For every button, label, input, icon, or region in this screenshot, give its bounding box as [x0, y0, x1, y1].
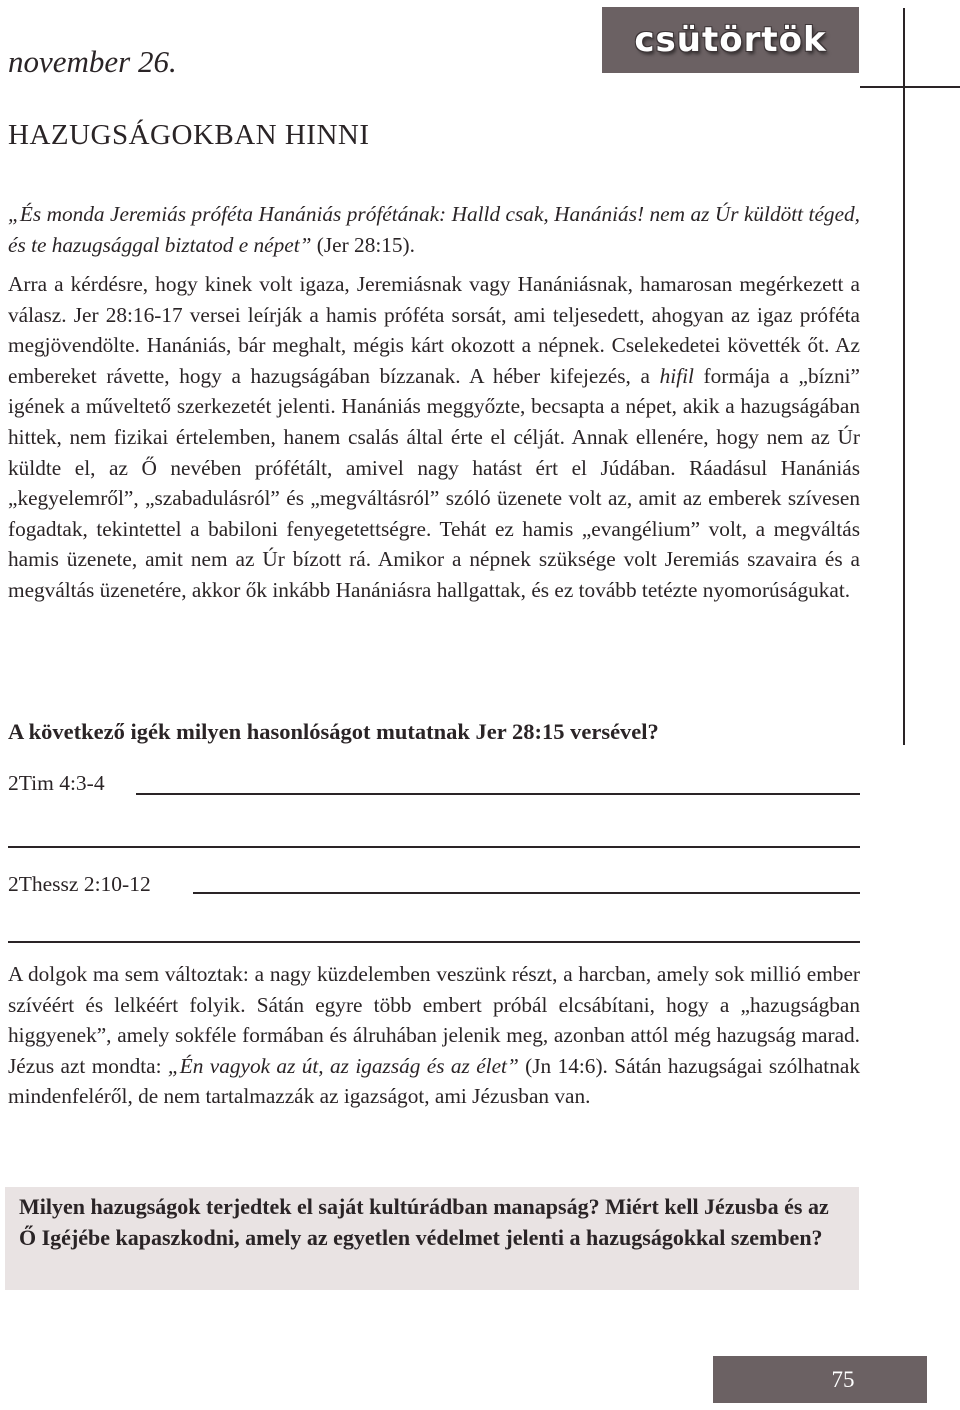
answer-line[interactable]	[136, 793, 860, 795]
date-heading: november 26.	[8, 44, 177, 79]
main-paragraph-part2: formája a „bízni” igének a műveltető szerkezetét jelenti. Hanániás meggyőzte, becsapta a népet, akik a hazugságában hittek, nem fizikai értelemben, hanem csalás által érte el célját. Annak ellenére, hogy nem az Úr küldte el, az Ő nevében prófétált, amivel nagy hatást ért el Júdában. Ráadásul Hanániás „kegyelemről”, „szabadulásról” és „megváltásról” szóló üzenete volt az, amit az emberek szívesen fogadtak, tekintettel a babiloni fenyegetettségre. Tehát ez hamis „evangélium” volt, a megváltás hamis üzenete, amit nem az Úr bízott rá. Amikor a népnek szüksége volt Jeremiás szavaira és a megváltás üzenetére, akkor ők inkább Hanániásra hallgattak, és ez tovább tetézte nyomorúságukat.	[8, 363, 861, 602]
reflection-question: Milyen hazugságok terjedtek el saját kultúrádban manapság? Miért kell Jézusba és az Ő Igéjébe kapaszkodni, amely az egyetlen védelmet jelenti a hazugságokkal szemben?	[19, 1194, 829, 1250]
answer-line[interactable]	[8, 941, 860, 943]
answer-line[interactable]	[193, 892, 860, 894]
answer-line[interactable]	[8, 846, 860, 848]
study-question: A következő igék milyen hasonlóságot mutatnak Jer 28:15 versével?	[8, 719, 659, 744]
key-verse	[8, 199, 860, 260]
lesson-title: HAZUGSÁGOKBAN HINNI	[8, 119, 370, 151]
hifil-term: hifil	[659, 363, 694, 388]
jesus-quote: „Én vagyok az út, az igazság és az élet”	[167, 1053, 519, 1078]
main-paragraph	[8, 269, 860, 606]
margin-rule-vertical	[903, 8, 905, 745]
key-verse-ref: (Jer 28:15).	[311, 232, 415, 257]
reflection-box	[5, 1187, 859, 1290]
page-number-badge	[713, 1356, 927, 1403]
main-paragraph-part1: Arra a kérdésre, hogy kinek volt igaza, Jeremiásnak vagy Hanániásnak, hamarosan megérkezett a válasz. Jer 28:16-17 versei leírják a hamis próféta sorsát, ami teljesedett, ahogyan az igaz próféta megjövendölte. Hanániás, bár meghalt, mégis kárt okozott a népnek. Cselekedetei követték őt. Az embereket rávette, hogy a hazugságában bízzanak. A héber kifejezés, a	[8, 272, 860, 388]
application-paragraph	[8, 959, 860, 1112]
verse-ref-2thessz: 2Thessz 2:10-12	[8, 872, 151, 896]
page-number: 75	[831, 1366, 855, 1392]
weekday-label: csütörtök	[634, 20, 827, 60]
margin-rule-horizontal	[860, 86, 960, 88]
key-verse-text: „És monda Jeremiás próféta Hanániás prófétának: Halld csak, Hanániás! nem az Úr küldött téged, és te hazugsággal biztatod e népet”	[8, 202, 860, 257]
verse-ref-2tim: 2Tim 4:3-4	[8, 771, 105, 795]
weekday-badge	[602, 7, 859, 73]
application-paragraph-part2: (Jn 14:6). Sátán hazugságai szólhatnak mindenfeléről, de nem tartalmazzák az igazságot, ami Jézusban van.	[8, 1053, 860, 1109]
application-paragraph-part1: A dolgok ma sem változtak: a nagy küzdelemben veszünk részt, a harcban, amely sok millió ember szívéért és lelkéért folyik. Sátán egyre több embert próbál elcsábítani, hogy a „hazugságban higgyenek”, amely sokféle formában és álruhában jelenik meg, azonban attól még hazugság marad. Jézus azt mondta:	[8, 962, 860, 1078]
